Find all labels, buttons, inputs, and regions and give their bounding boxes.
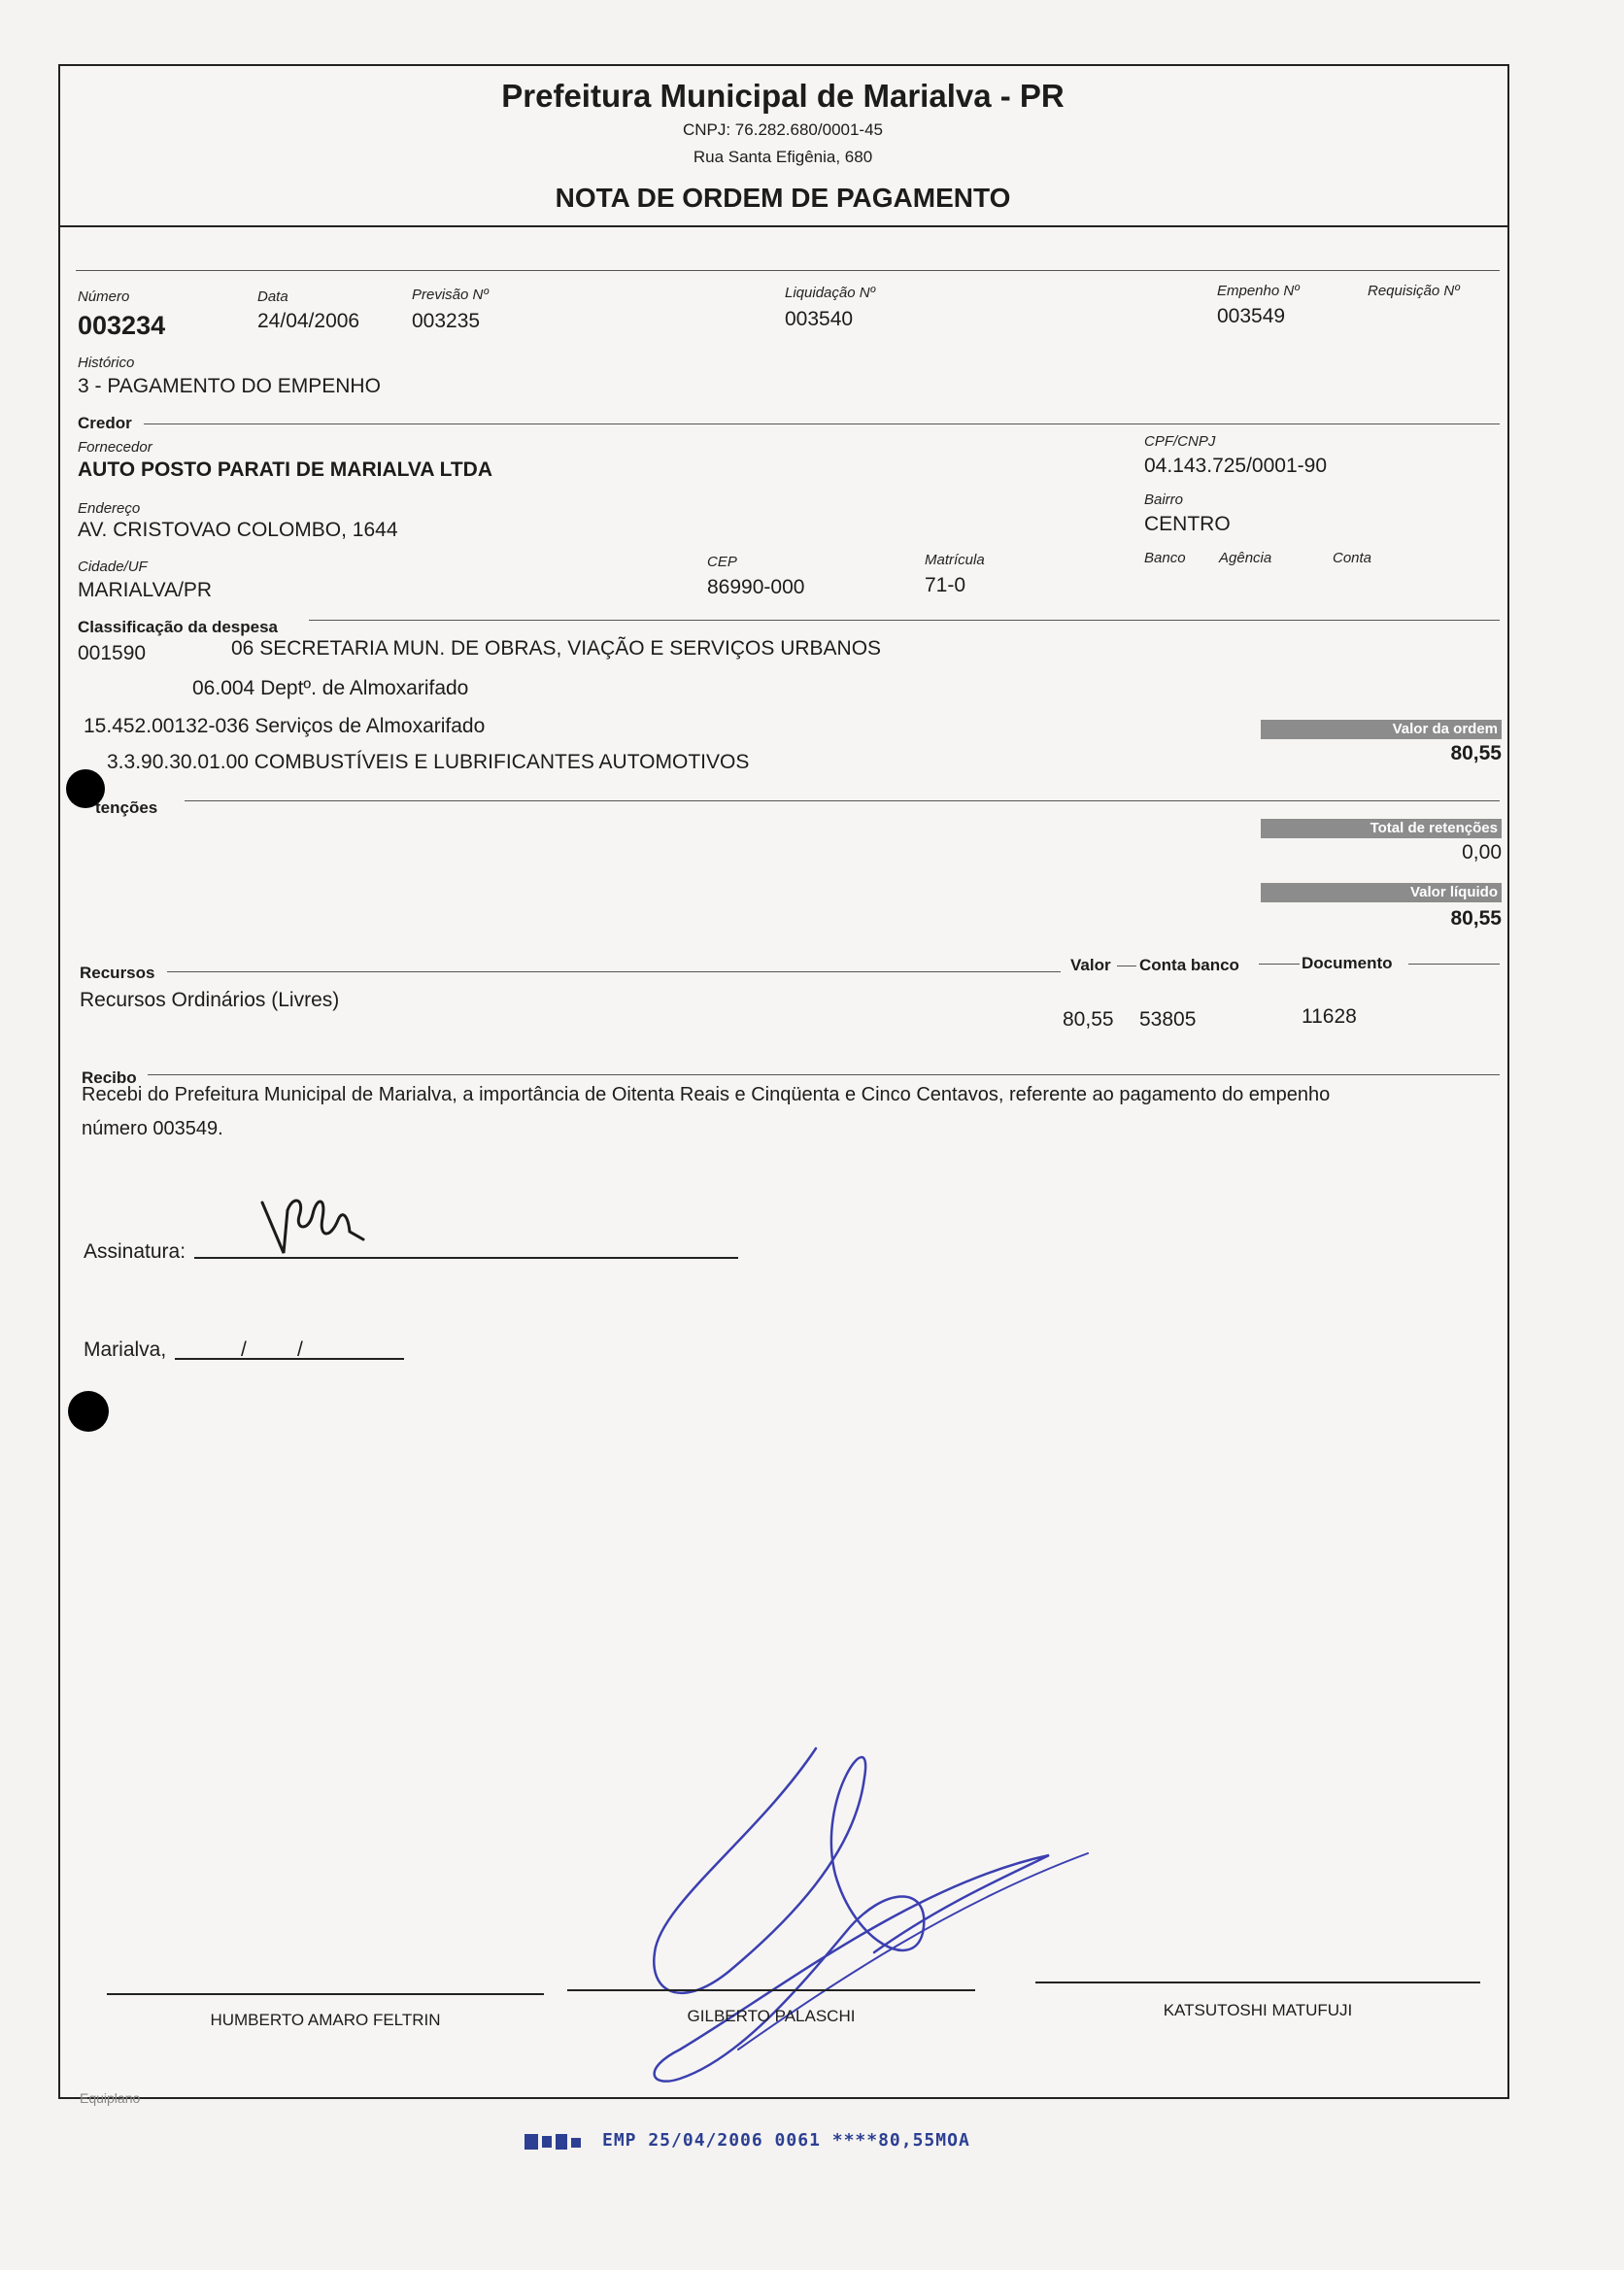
- data-label: Data: [257, 288, 288, 305]
- total-retencoes-label: Total de retenções: [1261, 819, 1502, 838]
- signature-line-2: [567, 1989, 975, 1991]
- recursos-rule-3: [1259, 964, 1300, 965]
- recursos-documento-label: Documento: [1302, 954, 1393, 972]
- recipient-signature: [254, 1185, 381, 1263]
- recursos-rule: [167, 971, 1061, 972]
- signatory-1: HUMBERTO AMARO FELTRIN: [210, 2011, 441, 2029]
- signatory-2: GILBERTO PALASCHI: [687, 2007, 856, 2025]
- assinatura-label: Assinatura:: [84, 1240, 186, 1263]
- recursos-rule-4: [1408, 964, 1500, 965]
- punch-hole-mark-2: [68, 1391, 109, 1432]
- recibo-section-title: Recibo: [82, 1068, 137, 1087]
- historico-label: Histórico: [78, 355, 135, 371]
- bairro-label: Bairro: [1144, 491, 1184, 508]
- valor-liquido-label: Valor líquido: [1261, 883, 1502, 902]
- credor-section-title: Credor: [78, 414, 132, 432]
- cidade-label: Cidade/UF: [78, 559, 148, 575]
- date-line: [175, 1358, 404, 1360]
- retencoes-rule: [185, 800, 1500, 801]
- conta-label: Conta: [1333, 550, 1372, 566]
- classificacao-line4: 3.3.90.30.01.00 COMBUSTÍVEIS E LUBRIFICANTES AUTOMOTIVOS: [107, 751, 750, 773]
- header-separator: [58, 225, 1509, 227]
- municipality-cnpj: CNPJ: 76.282.680/0001-45: [682, 120, 884, 139]
- matricula-value: 71-0: [925, 574, 966, 596]
- previsao-label: Previsão Nº: [412, 287, 489, 303]
- recibo-rule: [148, 1074, 1500, 1075]
- summary-rule: [76, 270, 1500, 271]
- banco-label: Banco: [1144, 550, 1186, 566]
- liquidacao-label: Liquidação Nº: [785, 285, 876, 301]
- recursos-fonte: Recursos Ordinários (Livres): [80, 989, 340, 1011]
- endereco-value: AV. CRISTOVAO COLOMBO, 1644: [78, 519, 398, 541]
- software-watermark: Equiplano: [80, 2090, 141, 2106]
- recursos-conta: 53805: [1139, 1008, 1197, 1031]
- cep-label: CEP: [707, 554, 737, 570]
- fornecedor-value: AUTO POSTO PARATI DE MARIALVA LTDA: [78, 458, 492, 481]
- endereco-label: Endereço: [78, 500, 141, 517]
- recursos-conta-label: Conta banco: [1139, 956, 1239, 974]
- recibo-text-line1: Recebi do Prefeitura Municipal de Marialva, a importância de Oitenta Reais e Cinqüenta e Cinco Centavos, referente ao pagamento do empenho: [82, 1084, 1331, 1105]
- valor-ordem-value: 80,55: [1450, 742, 1502, 764]
- liquidacao-value: 003540: [785, 308, 854, 330]
- municipality-title: Prefeitura Municipal de Marialva - PR: [501, 78, 1065, 114]
- numero-value: 003234: [78, 311, 166, 340]
- cpf-value: 04.143.725/0001-90: [1144, 455, 1328, 477]
- classificacao-section-title: Classificação da despesa: [78, 618, 279, 636]
- classificacao-line3: 15.452.00132-036 Serviços de Almoxarifado: [84, 715, 486, 737]
- recursos-documento: 11628: [1302, 1005, 1357, 1028]
- bairro-value: CENTRO: [1144, 513, 1231, 535]
- document-title: NOTA DE ORDEM DE PAGAMENTO: [555, 183, 1011, 213]
- cidade-value: MARIALVA/PR: [78, 579, 213, 601]
- municipality-address: Rua Santa Efigênia, 680: [693, 148, 873, 166]
- date-slash-2: /: [297, 1338, 303, 1361]
- classificacao-rule: [309, 620, 1500, 621]
- signature-line-3: [1035, 1982, 1480, 1983]
- authority-signature: [622, 1739, 1127, 2108]
- fornecedor-label: Fornecedor: [78, 439, 152, 456]
- empenho-label: Empenho Nº: [1217, 283, 1300, 299]
- empenho-value: 003549: [1217, 305, 1286, 327]
- requisicao-label: Requisição Nº: [1368, 283, 1460, 299]
- historico-value: 3 - PAGAMENTO DO EMPENHO: [78, 375, 381, 397]
- retencoes-section-title: tenções: [95, 798, 158, 817]
- classificacao-line2: 06.004 Deptº. de Almoxarifado: [192, 677, 469, 699]
- previsao-value: 003235: [412, 310, 481, 332]
- cep-value: 86990-000: [707, 576, 805, 598]
- bank-authentication-stamp: EMP 25/04/2006 0061 ****80,55MOA: [602, 2130, 970, 2151]
- valor-ordem-label: Valor da ordem: [1261, 720, 1502, 739]
- local-label: Marialva,: [84, 1338, 167, 1361]
- recursos-valor: 80,55: [1063, 1008, 1114, 1031]
- matricula-label: Matrícula: [925, 552, 985, 568]
- bank-stamp-logo: [524, 2130, 583, 2153]
- agencia-label: Agência: [1219, 550, 1272, 566]
- recibo-text-line2: número 003549.: [82, 1118, 223, 1139]
- valor-liquido-value: 80,55: [1450, 907, 1502, 930]
- cpf-label: CPF/CNPJ: [1144, 433, 1216, 450]
- date-slash-1: /: [241, 1338, 247, 1361]
- total-retencoes-value: 0,00: [1462, 841, 1502, 864]
- signature-line-1: [107, 1993, 544, 1995]
- recursos-valor-label: Valor: [1070, 956, 1111, 974]
- signatory-3: KATSUTOSHI MATUFUJI: [1163, 2001, 1353, 2019]
- classificacao-line1: 06 SECRETARIA MUN. DE OBRAS, VIAÇÃO E SERVIÇOS URBANOS: [231, 637, 882, 660]
- classificacao-code: 001590: [78, 642, 147, 664]
- recursos-section-title: Recursos: [80, 964, 155, 982]
- numero-label: Número: [78, 288, 130, 305]
- data-value: 24/04/2006: [257, 310, 360, 332]
